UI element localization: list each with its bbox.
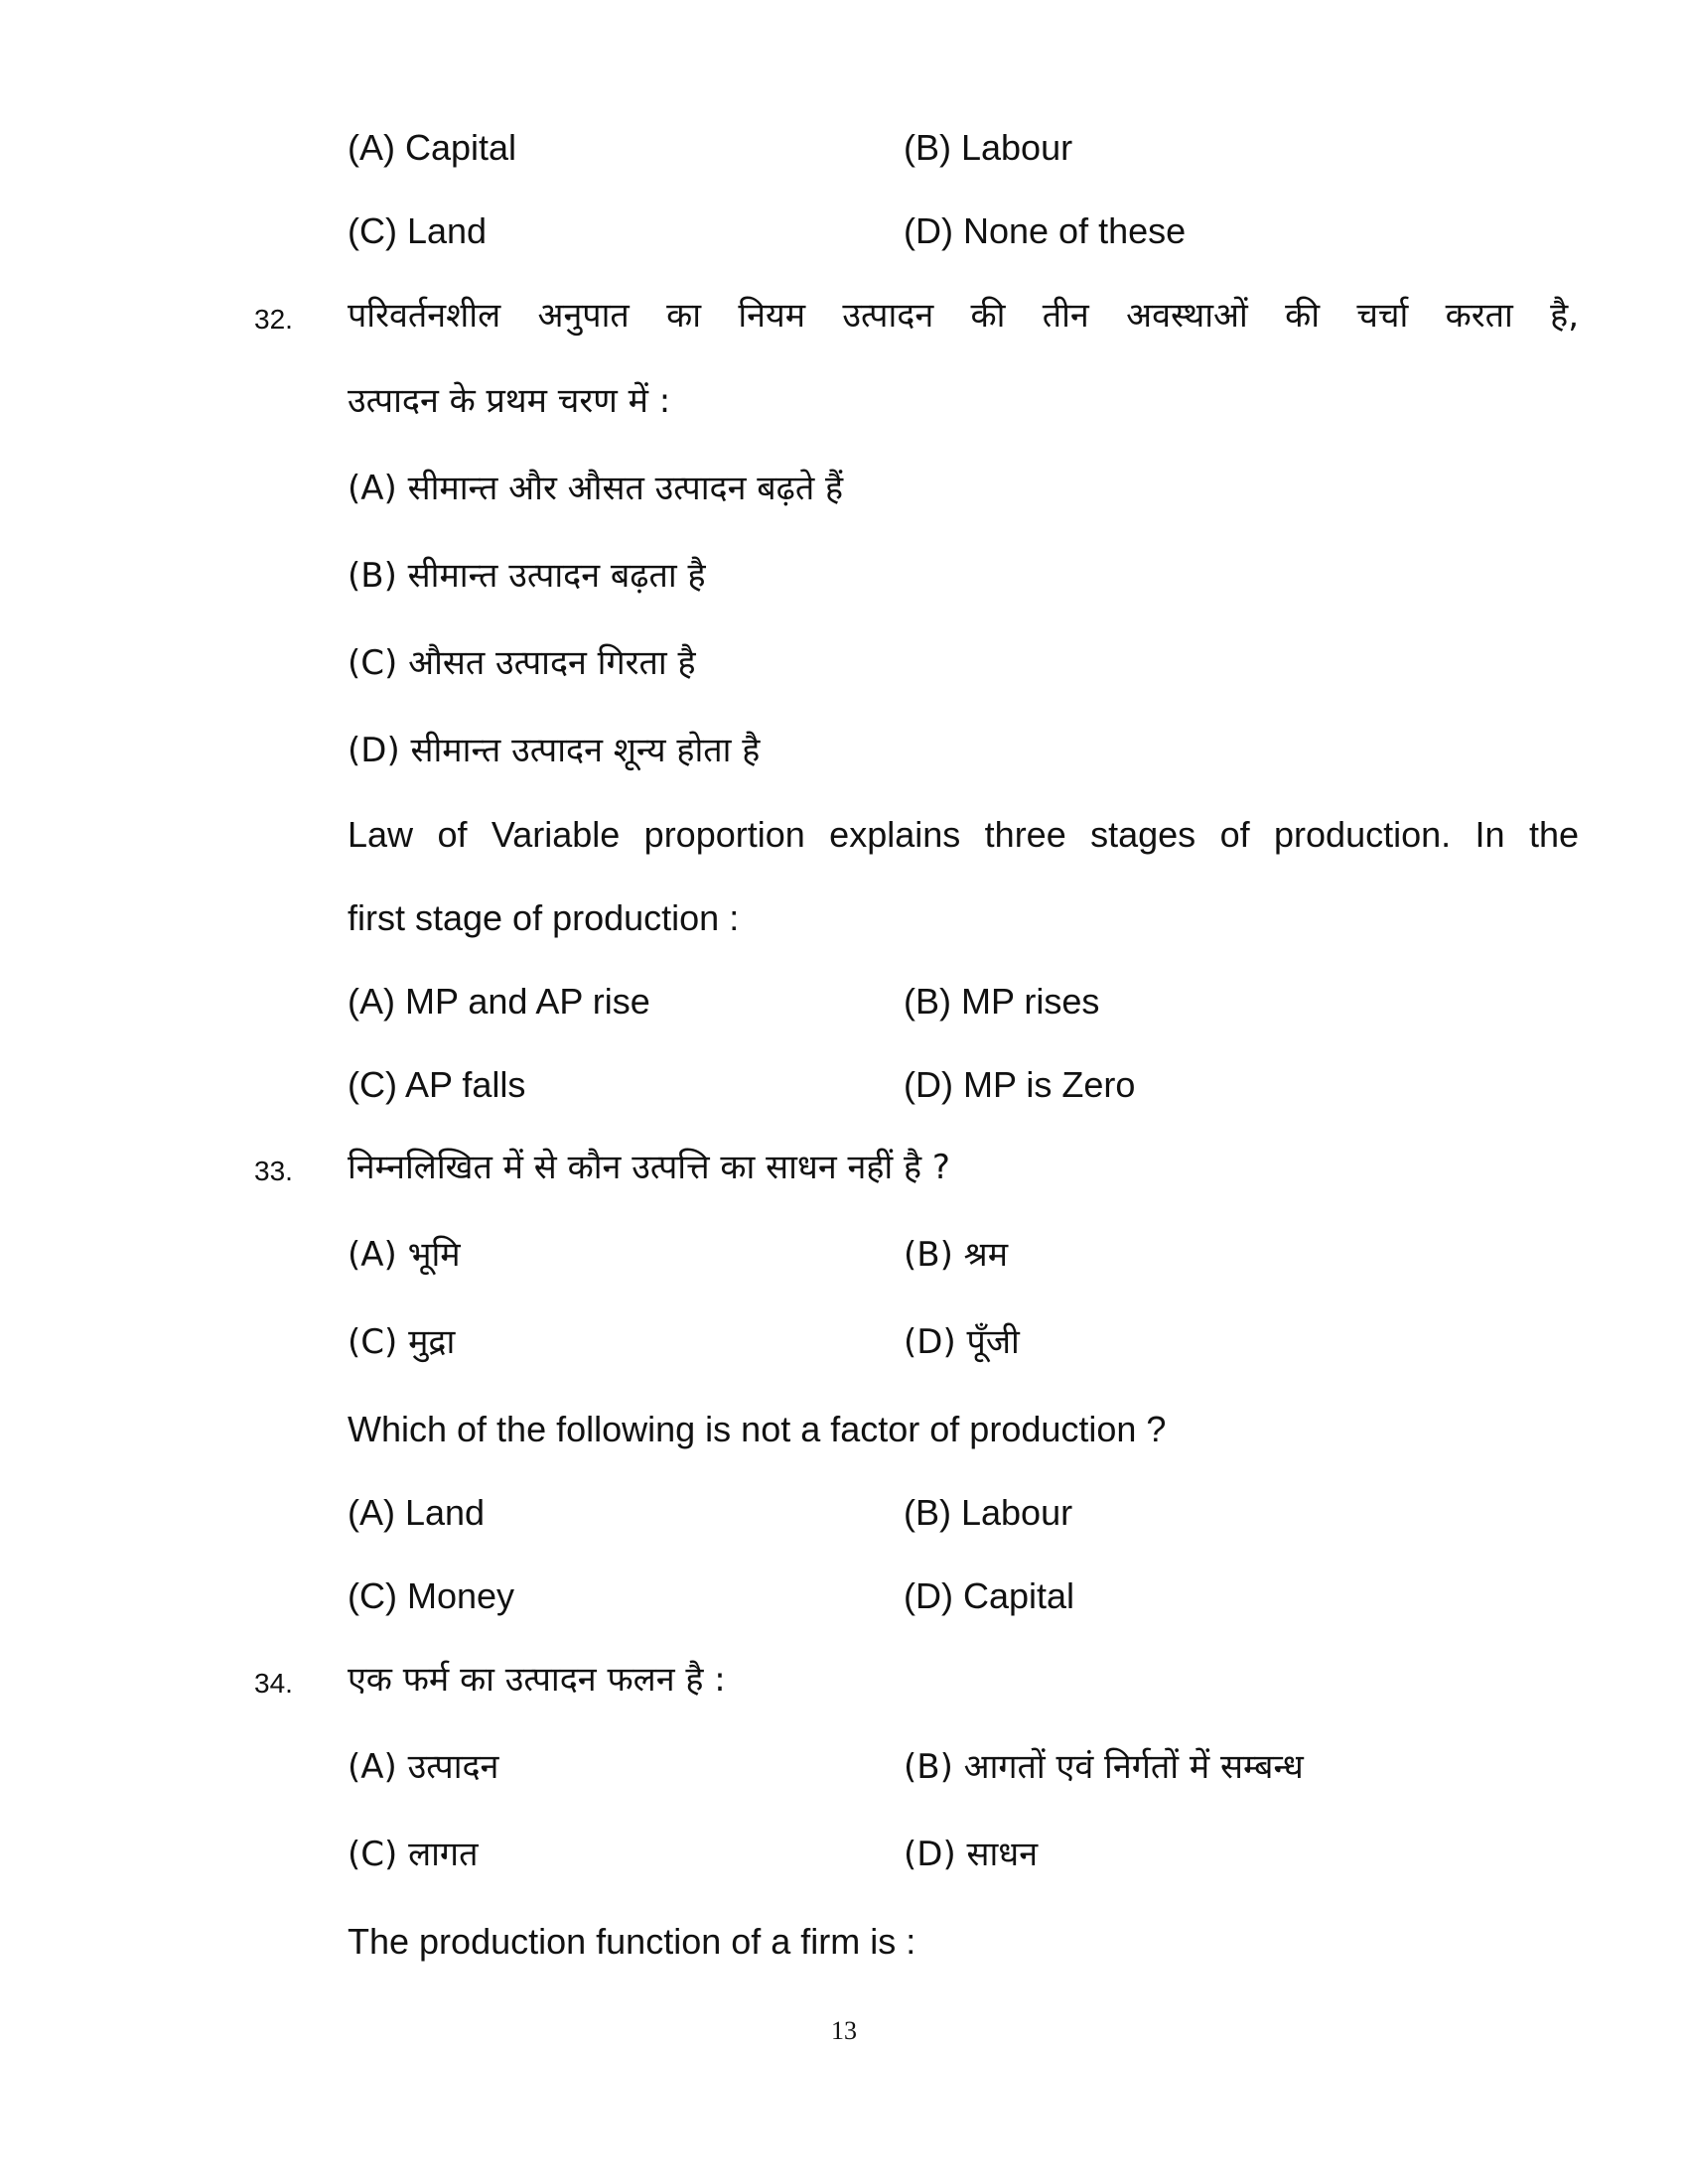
q32-english-option-a: (A) MP and AP rise — [348, 981, 650, 1022]
q34-hindi-question: एक फर्म का उत्पादन फलन है : — [348, 1660, 726, 1700]
q32-hindi-question-line2: उत्पादन के प्रथम चरण में : — [348, 381, 671, 421]
q33-english-option-d: (D) Capital — [904, 1575, 1075, 1616]
q34-english-question: The production function of a firm is : — [348, 1921, 916, 1962]
q31-option-c: (C) Land — [348, 210, 488, 251]
q32-hindi-option-c: (C) औसत उत्पादन गिरता है — [348, 643, 696, 683]
q32-english-option-b: (B) MP rises — [904, 981, 1100, 1022]
q31-option-a: (A) Capital — [348, 127, 517, 168]
q33-hindi-option-d: (D) पूँजी — [904, 1322, 1020, 1362]
q32-english-question-line2: first stage of production : — [348, 897, 740, 938]
q33-hindi-question: निम्नलिखित में से कौन उत्पत्ति का साधन नहीं है ? — [348, 1148, 950, 1187]
q33-english-option-c: (C) Money — [348, 1575, 515, 1616]
q32-english-question-line1: Law of Variable proportion explains three stages of production. In the — [348, 814, 1579, 855]
q34-hindi-option-c: (C) लागत — [348, 1835, 479, 1874]
q34-hindi-option-a: (A) उत्पादन — [348, 1747, 499, 1787]
q34-number: 34. — [254, 1668, 293, 1699]
q34-hindi-option-d: (D) साधन — [904, 1835, 1039, 1874]
q32-number: 32. — [254, 304, 293, 335]
q33-hindi-option-b: (B) श्रम — [904, 1235, 1009, 1275]
q34-hindi-option-b: (B) आगतों एवं निर्गतों में सम्बन्ध — [904, 1747, 1304, 1787]
q31-option-d: (D) None of these — [904, 210, 1187, 251]
q32-hindi-question-line1: परिवर्तनशील अनुपात का नियम उत्पादन की तीन अवस्थाओं की चर्चा करता है, — [348, 296, 1579, 336]
q32-hindi-option-b: (B) सीमान्त उत्पादन बढ़ता है — [348, 556, 706, 596]
q33-english-question: Which of the following is not a factor of production ? — [348, 1409, 1167, 1449]
q31-option-b: (B) Labour — [904, 127, 1073, 168]
q33-number: 33. — [254, 1156, 293, 1186]
q32-hindi-option-a: (A) सीमान्त और औसत उत्पादन बढ़ते हैं — [348, 469, 844, 508]
q33-hindi-option-c: (C) मुद्रा — [348, 1322, 456, 1362]
q33-hindi-option-a: (A) भूमि — [348, 1235, 461, 1275]
page-number: 13 — [831, 2016, 857, 2045]
q32-english-option-d: (D) MP is Zero — [904, 1064, 1136, 1105]
q33-english-option-a: (A) Land — [348, 1492, 486, 1533]
q33-english-option-b: (B) Labour — [904, 1492, 1073, 1533]
q32-hindi-option-d: (D) सीमान्त उत्पादन शून्य होता है — [348, 731, 761, 770]
q32-english-option-c: (C) AP falls — [348, 1064, 526, 1105]
